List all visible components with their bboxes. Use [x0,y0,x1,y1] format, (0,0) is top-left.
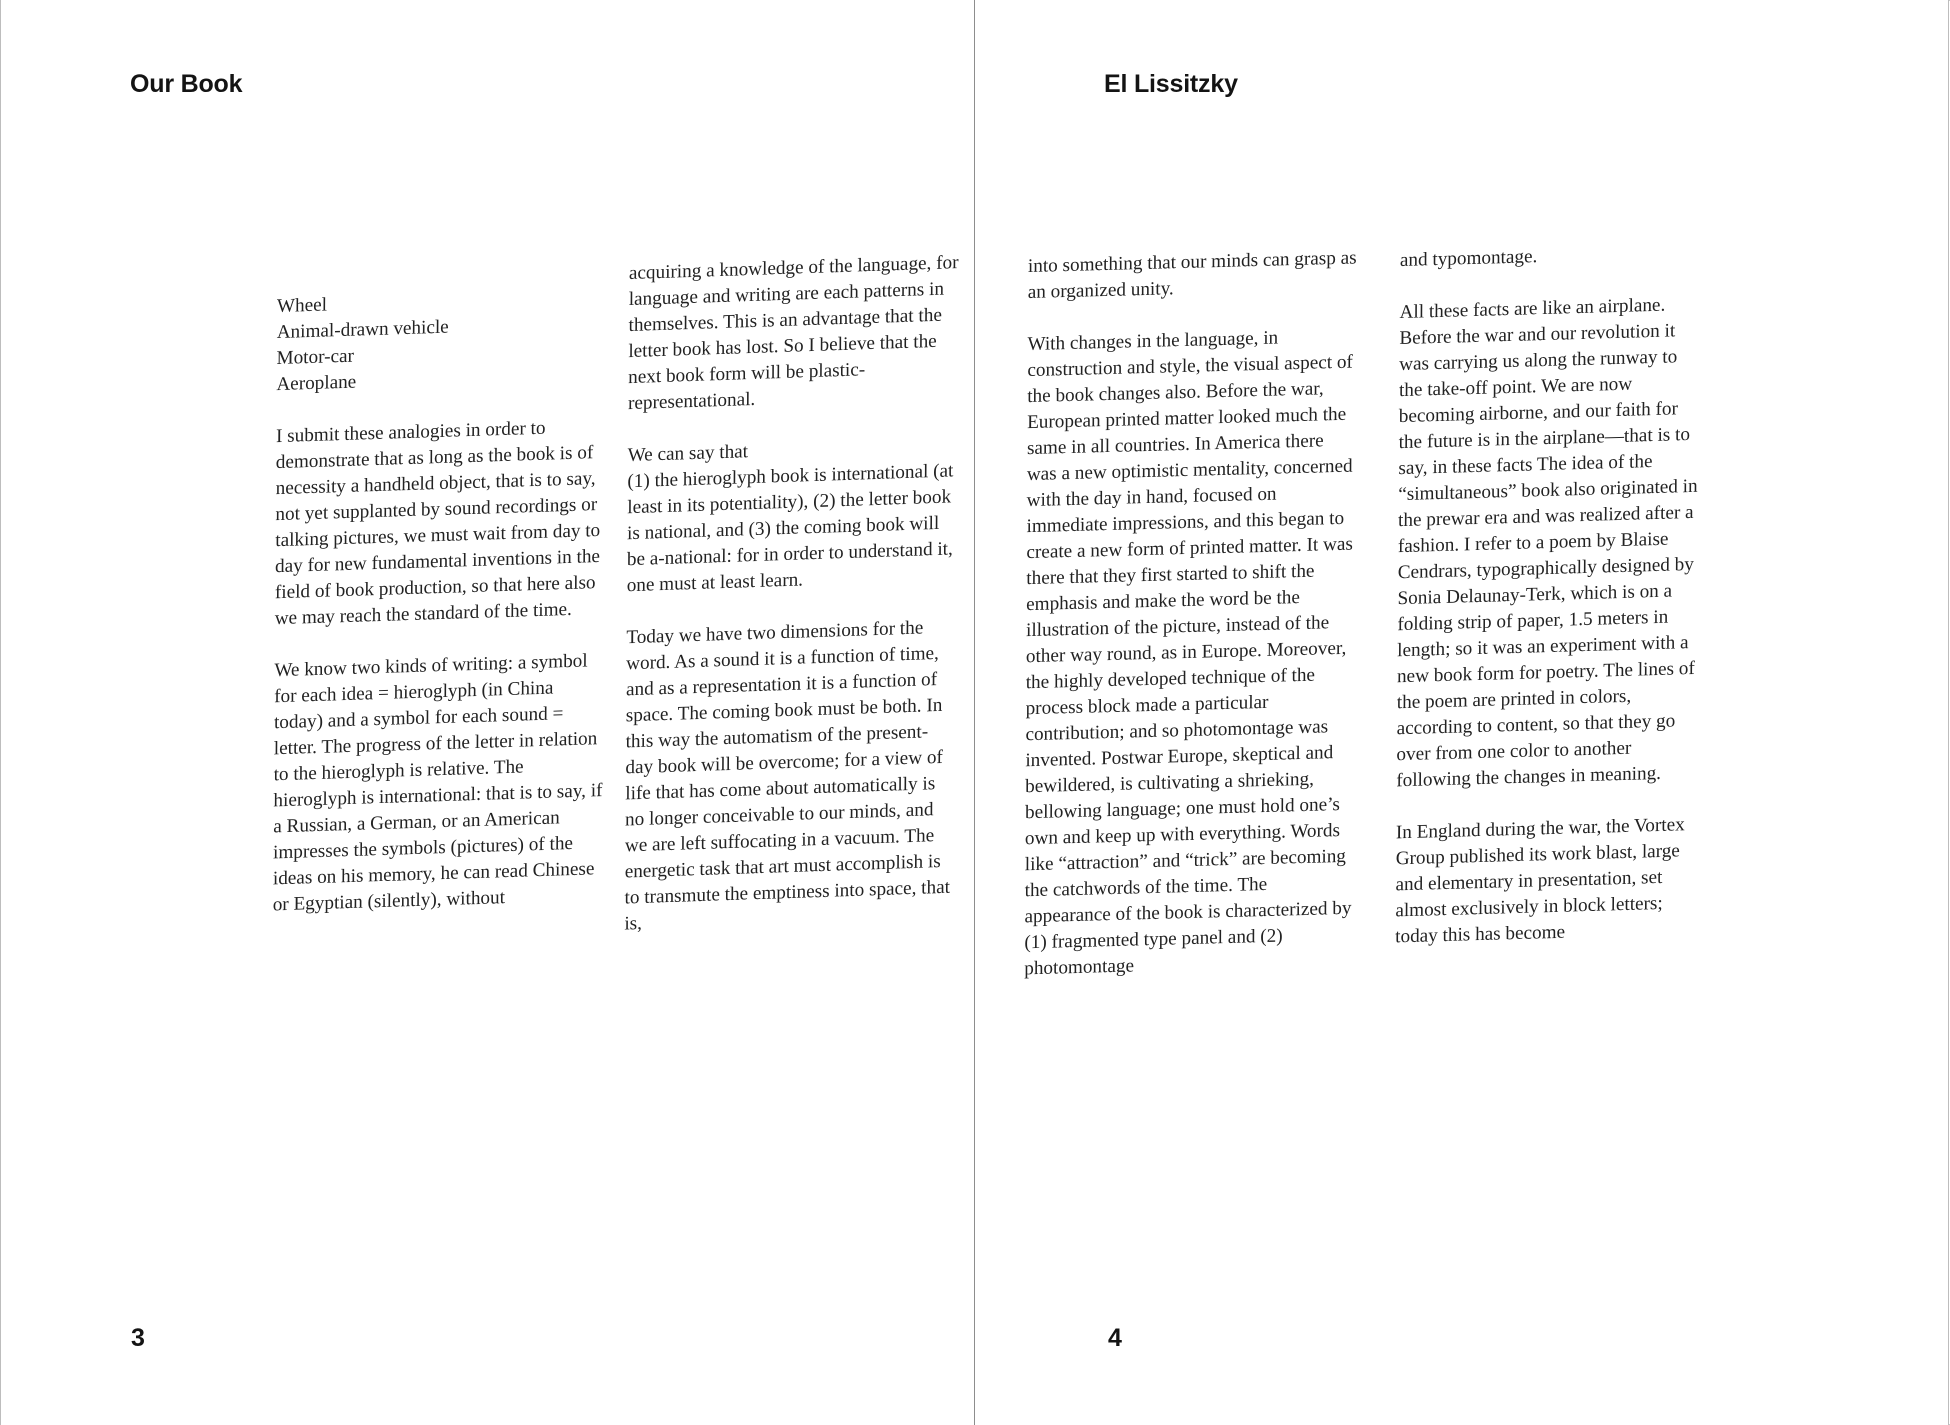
text-column-1 [273,284,607,919]
paragraph: With changes in the language, in construction and style, the visual aspect of the book changes also. Before the war, European printed matter looked much the same in all countries. In America there was a new optimistic mentality, concerned with the day in hand, focused on immediate impressions, and this began to create a new form of printed matter. It was there that they first started to shift the emphasis and make the word be the illustration of the picture, instead of the other way round, as in Europe. Moreover, the highly developed technique of the process block made a particular contribution; and so photomontage was invented. Postwar Europe, skeptical and bewildered, is cultivating a shrieking, bellowing language; one must hold one’s own and keep up with everything. Words like “attraction” and “trick” are becoming the catchwords of the time. The appearance of the book is characterized by (1) fragmented type panel and (2) photomontage [1024,327,1353,980]
paragraph: Today we have two dimensions for the word. As a sound it is a function of time, and as a representation it is a function of space. The coming book must be both. In this way the automatism of the present-day book will be overcome; for a view of life that has come about automatically is no longer conceivable to our minds, and we are left suffocating in a vacuum. The energetic task that art must accomplish is to transmute the emptiness into space, that is, [624,617,951,935]
list-item: Aeroplane [276,371,357,396]
paragraph: In England during the war, the Vortex Group published its work blast, large and elementary in presentation, set almost exclusively in block letters; today this has become [1395,814,1685,948]
paragraph: and typomontage. [1399,246,1538,272]
list-item: Animal-drawn vehicle [276,316,449,344]
list-item: Wheel [276,294,328,318]
paragraph: We can say that (1) the hieroglyph book is international (at least in its potentiality), (2) the letter book is national, and (3) the coming book will be a-national: for in order to understand it, one must at least learn. [626,441,954,597]
running-head-left: Our Book [130,70,243,98]
page-number-left: 3 [131,1324,145,1352]
text-column-3 [1024,245,1358,982]
paragraph: into something that our minds can grasp as an organized unity. [1027,247,1357,304]
page-number-right: 4 [1108,1324,1122,1352]
text-column-4 [1395,240,1700,951]
paragraph: We know two kinds of writing: a symbol for each idea = hieroglyph (in China today) and a symbol for each sound = letter. The progress of the letter in relation to the hieroglyph is relative. The hieroglyph is international: that is to say, if a Russian, a German, or an American impresses the symbols (pictures) of the ideas on his memory, he can read Chinese or Egyptian (silently), without [272,650,603,916]
running-head-right: El Lissitzky [1104,70,1238,98]
vehicle-list [276,284,607,398]
paragraph: I submit these analogies in order to demonstrate that as long as the book is of necessity a handheld object, that is to say, not yet supplanted by sound recordings or talking pictures, we must wait from day to day for new fundamental inventions in the field of book production, so that here also we may reach the standard of the time. [274,417,601,630]
paragraph: All these facts are like an airplane. Before the war and our revolution it was carrying us along the runway to the take-off point. We are now becoming airborne, and our faith for the future is in the airplane—that is to say, in these facts The idea of the “simultaneous” book also originated in the prewar era and was realized after a fashion. I refer to a poem by Blaise Cendrars, typographically designed by Sonia Delaunay-Terk, which is on a folding strip of paper, 1.5 meters in length; so it was an experiment with a new book form for poetry. The lines of the poem are printed in colors, according to content, so that they go over from one color to another following the changes in meaning. [1396,294,1698,792]
paragraph: acquiring a knowledge of the language, for language and writing are each patterns in themselves. This is an advantage that the letter book has lost. So I believe that the next book form will be plastic-representational. [627,252,959,415]
text-column-2 [624,250,959,937]
list-item: Motor-car [276,345,354,370]
left-page [0,0,974,1425]
